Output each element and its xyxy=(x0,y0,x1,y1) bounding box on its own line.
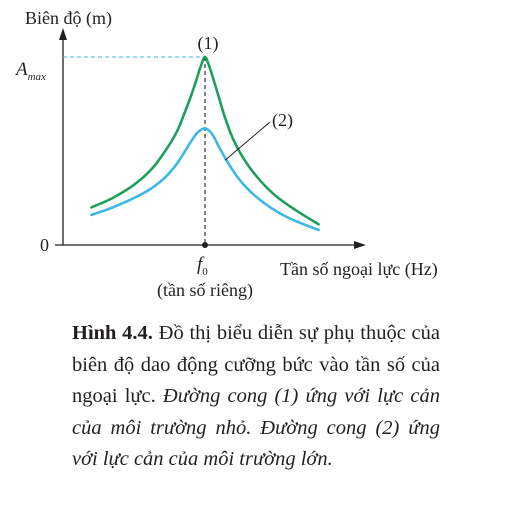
caption-title: Hình 4.4. xyxy=(72,322,153,344)
figure-caption xyxy=(72,318,440,476)
y-axis-label: Biên độ (m) xyxy=(25,8,112,28)
x-axis-label: Tần số ngoại lực (Hz) xyxy=(280,259,438,279)
series-2-leader xyxy=(225,122,270,160)
x-tick-f0-note: (tần số riêng) xyxy=(157,280,253,300)
y-tick-zero: 0 xyxy=(40,235,49,255)
series-1-label: (1) xyxy=(197,33,219,53)
series-2-label: (2) xyxy=(272,110,293,130)
x-tick-f0: $f_0$ xyxy=(197,254,208,278)
f0-tick-dot xyxy=(202,242,208,248)
caption-text: Đồ thị biểu diễn sự phụ thuộc của biên độ dao động cưỡng bức vào tần số của ngoại lực. xyxy=(72,322,440,407)
caption-italic: Đường cong (1) ứng với lực cản của môi trường nhỏ. Đường cong (2) ứng với lực cản của môi trường lớn. xyxy=(72,385,440,470)
x-axis-arrow xyxy=(354,241,366,249)
y-tick-amax: $A_{max}$ xyxy=(16,59,46,83)
chart-marks xyxy=(63,33,319,248)
y-axis-arrow xyxy=(59,28,67,40)
